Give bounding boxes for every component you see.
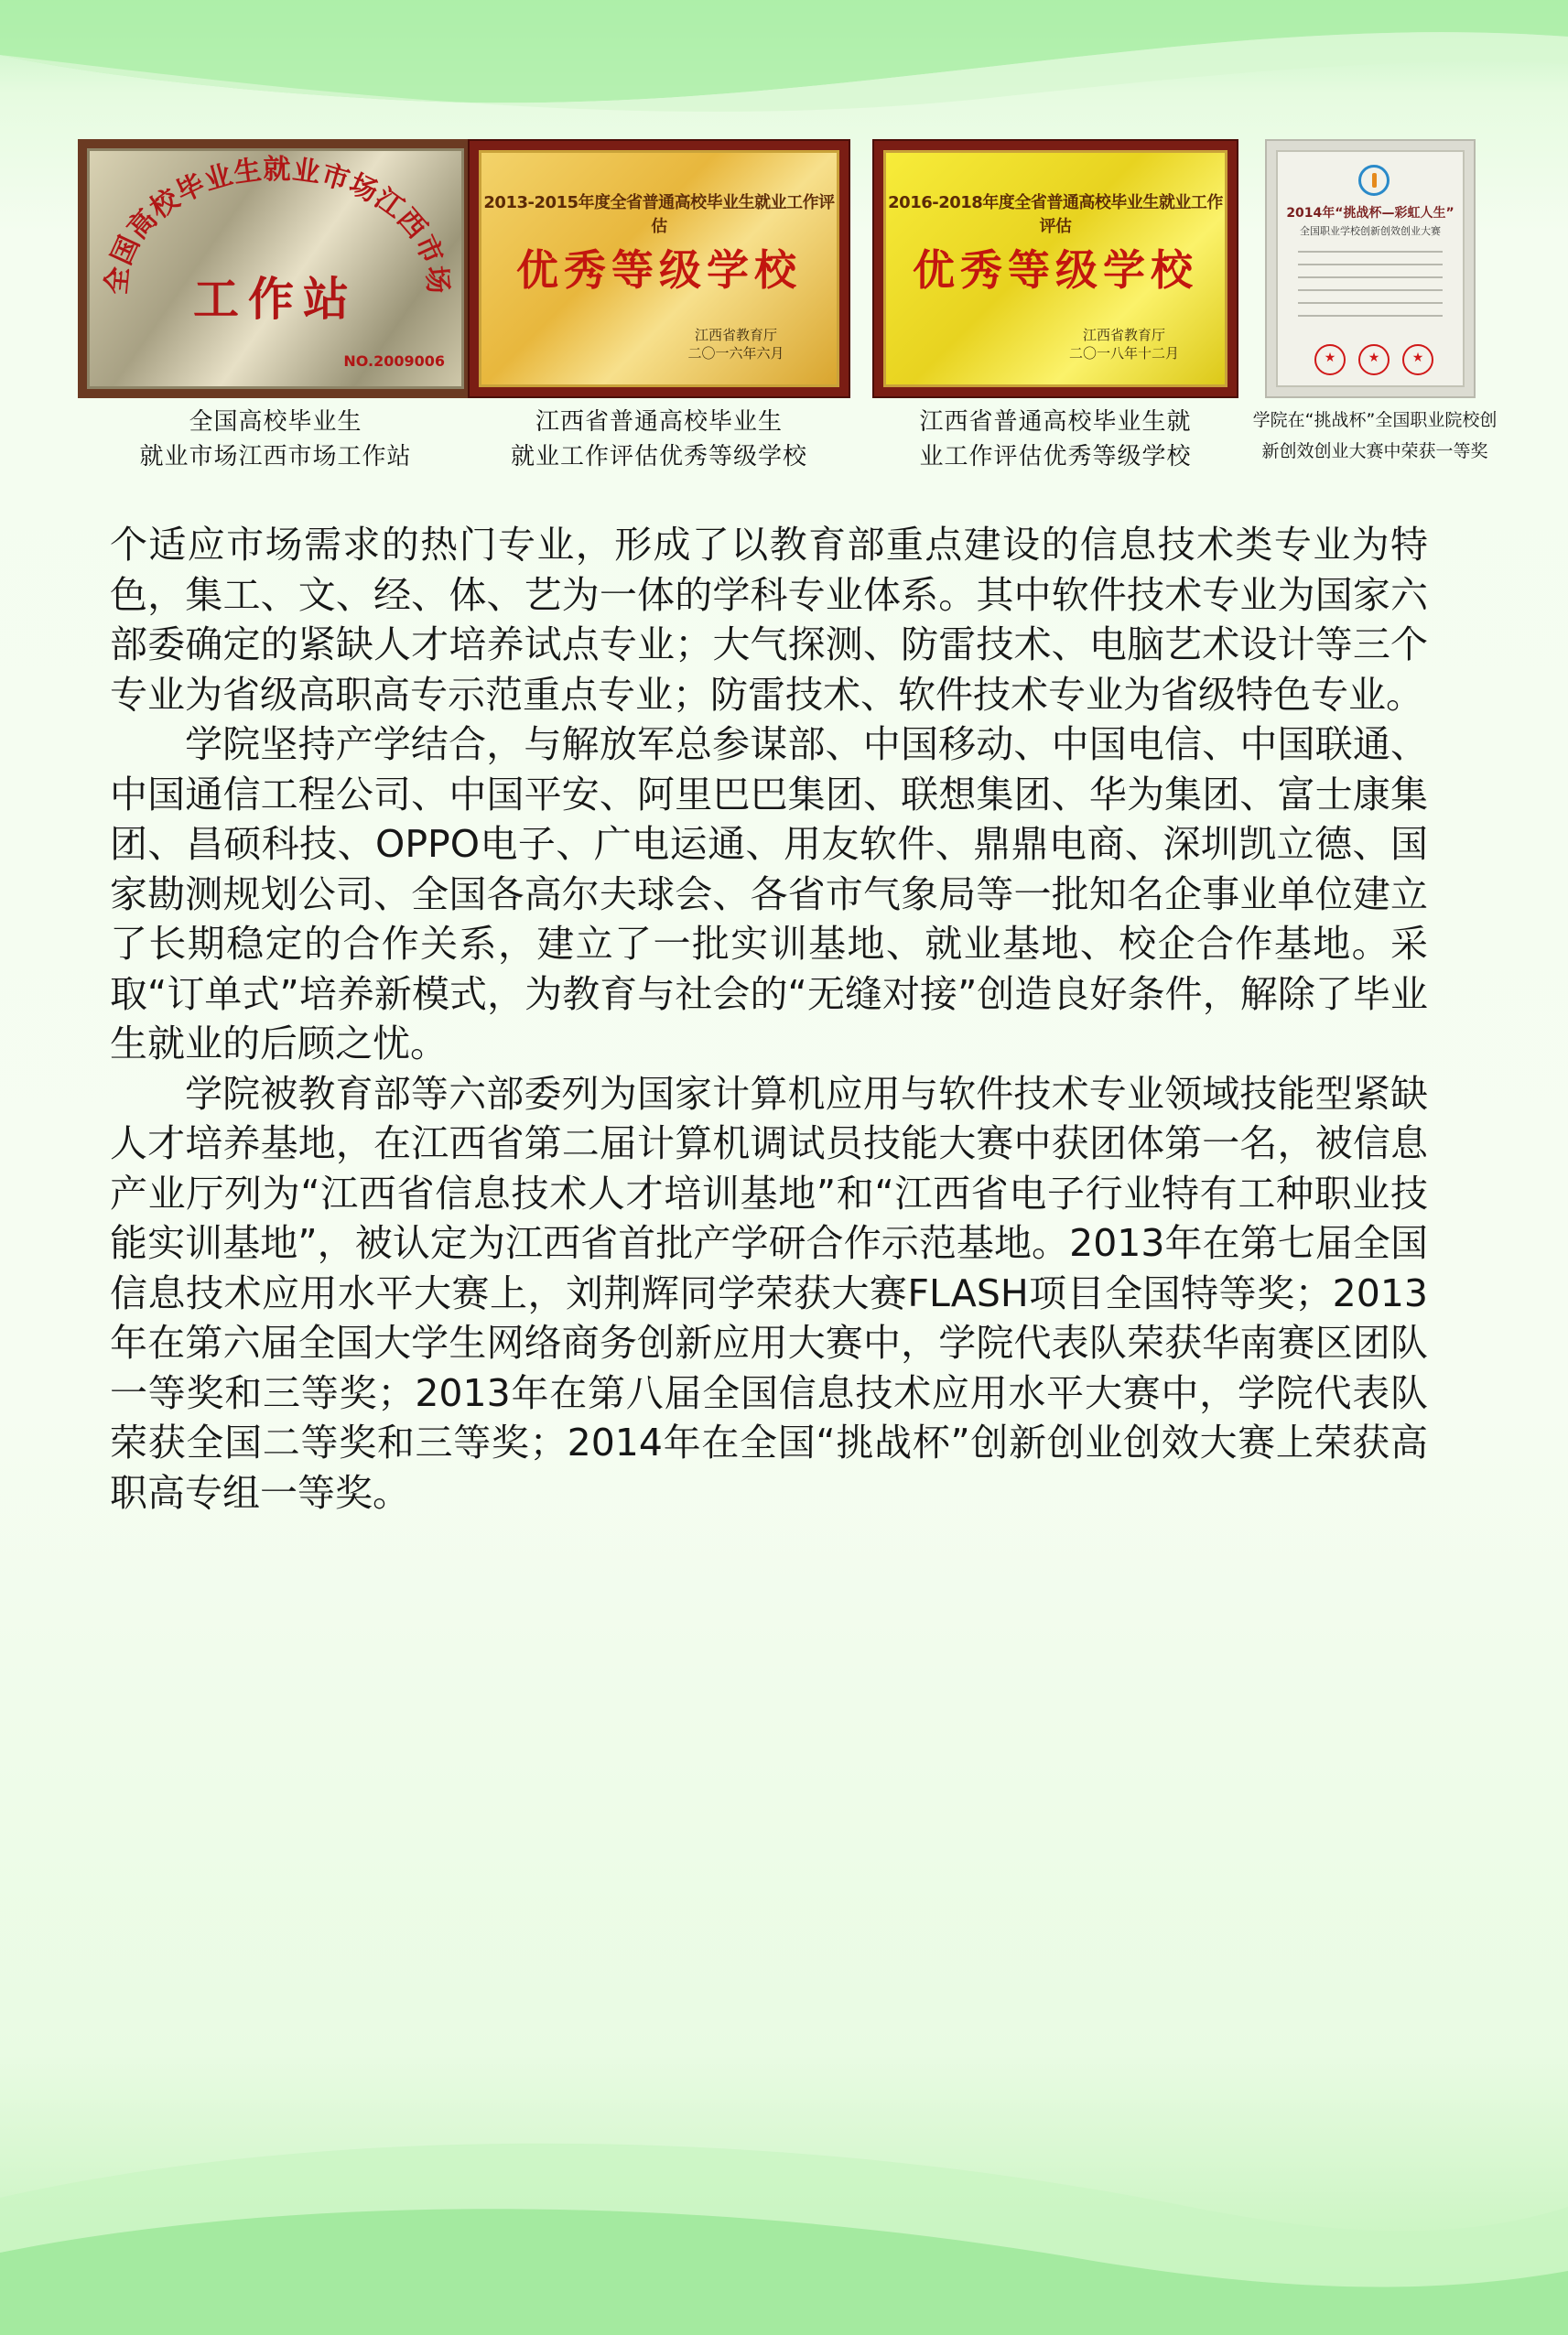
caption-line: 江西省普通高校毕业生就 — [919, 408, 1192, 436]
certificate-paper — [1276, 150, 1465, 387]
plaque-issuer: 江西省教育厅 — [694, 327, 777, 343]
challenge-cup-logo-icon — [1358, 165, 1390, 196]
plaque-main-text: 优秀等级学校 — [913, 245, 1198, 295]
caption-line: 江西省普通高校毕业生 — [535, 408, 783, 436]
plaque-frame — [78, 139, 473, 398]
award-caption-3 — [872, 405, 1238, 474]
certificate-text-lines — [1298, 251, 1443, 328]
plaque-title: 全国高校毕业生就业市场江西市场 — [101, 154, 454, 297]
plaque-frame — [872, 139, 1238, 398]
award-caption-2 — [468, 405, 850, 474]
plaque-issuer: 江西省教育厅 — [1082, 327, 1165, 343]
caption-line: 全国高校毕业生 — [189, 408, 362, 436]
plaque-number: NO.2009006 — [343, 352, 445, 370]
certificate-frame — [1265, 139, 1476, 398]
red-seal-icon — [1314, 344, 1346, 375]
plaque-plate — [87, 148, 464, 389]
paragraph-achievements: 学院被教育部等六部委列为国家计算机应用与软件技术专业领域技能型紧缺人才培养基地，在江西省第二届计算机调试员技能大赛中获团体第一名，被信息产业厅列为“江西省信息技术人才培训基地”和“江西省电子行业特有工种职业技能实训基地”，被认定为江西省首批产学研合作示范基地。2013年在第七届全国信息技术应用水平大赛上，刘荆辉同学荣获大赛FLASH项目全国特等奖；2013年在第六届全国大学生网络商务创新应用大赛中，学院代表队荣获华南赛区团队一等奖和三等奖；2013年在第八届全国信息技术应用水平大赛中，学院代表队荣获全国二等奖和三等奖；2014年在全国“挑战杯”创新创业创效大赛上荣获高职高专组一等奖。 — [110, 1071, 1428, 1515]
red-seal-icon — [1358, 344, 1390, 375]
plaque-top-text: 2013-2015年度全省普通高校毕业生就业工作评估 — [483, 193, 835, 236]
plaque-plate — [883, 150, 1227, 387]
bottom-wave-decoration — [0, 2097, 1568, 2335]
awards-gallery — [0, 0, 1568, 494]
certificate-title: 2014年“挑战杯—彩虹人生” — [1286, 206, 1454, 221]
paragraph-majors: 个适应市场需求的热门专业，形成了以教育部重点建设的信息技术类专业为特色，集工、文、经、体、艺为一体的学科专业体系。其中软件技术专业为国家六部委确定的紧缺人才培养试点专业；大气探测、防雷技术、电脑艺术设计等三个专业为省级高职高专示范重点专业；防雷技术、软件技术专业为省级特色专业。 — [110, 523, 1428, 717]
body-text — [110, 520, 1428, 1518]
caption-line: 业工作评估优秀等级学校 — [919, 443, 1192, 470]
caption-line: 新创效创业大赛中荣获一等奖 — [1261, 441, 1488, 461]
plaque-main-text: 优秀等级学校 — [516, 245, 802, 295]
caption-line: 学院在“挑战杯”全国职业院校创 — [1252, 410, 1498, 430]
award-caption-4 — [1238, 405, 1512, 467]
caption-line: 就业工作评估优秀等级学校 — [510, 443, 807, 470]
plaque-plate — [479, 150, 839, 387]
plaque-date: 二〇一八年十二月 — [1068, 345, 1179, 362]
certificate-subtitle: 全国职业学校创新创效创业大赛 — [1300, 225, 1441, 237]
plaque-frame — [468, 139, 850, 398]
plaque-date: 二〇一六年六月 — [687, 345, 784, 362]
plaque-top-text: 2016-2018年度全省普通高校毕业生就业工作评估 — [888, 193, 1223, 236]
plaque-main-text: 工作站 — [193, 272, 358, 326]
red-seal-icon — [1402, 344, 1433, 375]
caption-line: 就业市场江西市场工作站 — [139, 443, 412, 470]
paragraph-cooperation: 学院坚持产学结合，与解放军总参谋部、中国移动、中国电信、中国联通、中国通信工程公司、中国平安、阿里巴巴集团、联想集团、华为集团、富士康集团、昌硕科技、OPPO电子、广电运通、用友软件、鼎鼎电商、深圳凯立德、国家勘测规划公司、全国各高尔夫球会、各省市气象局等一批知名企事业单位建立了长期稳定的合作关系，建立了一批实训基地、就业基地、校企合作基地。采取“订单式”培养新模式，为教育与社会的“无缝对接”创造良好条件，解除了毕业生就业的后顾之忧。 — [110, 722, 1428, 1065]
award-caption-1 — [78, 405, 473, 474]
